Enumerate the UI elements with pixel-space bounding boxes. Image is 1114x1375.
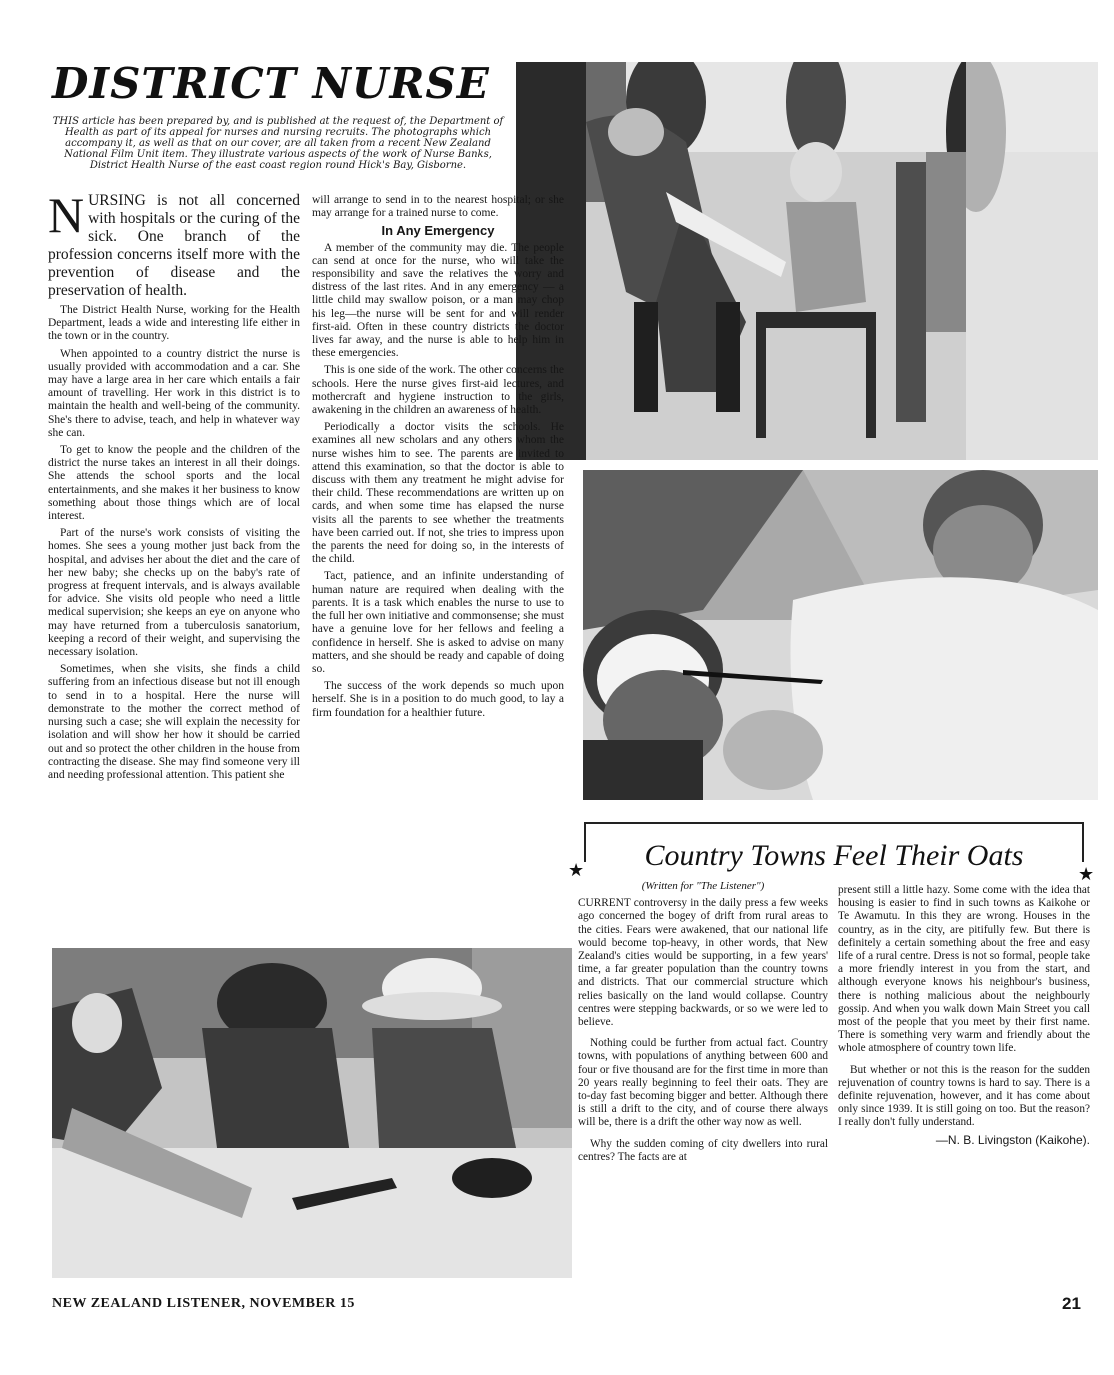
paragraph: Tact, patience, and an infinite understanding of human nature are required when dealing with the parents. It is a task which enables the nurse to use to the full her own initiative and commonsense; she must have a genuine love for her fellows and feeling a confidence in herself. She is asked to advise on many matters, and she should be ready and capable of doing so. xyxy=(312,570,564,675)
paragraph: will arrange to send in to the nearest hospital; or she may arrange for a trained nurse to come. xyxy=(312,194,564,220)
dropcap-letter: N xyxy=(48,187,85,243)
paragraph: Periodically a doctor visits the schools. He examines all new scholars and any others whom the nurse wishes him to see. The parents are invited to attend this examination, so that the doctor is able to discuss with them any treatment he might advise for their child. These recommendations are written up on cards, and when some time has elapsed the nurse visits all the parents to see whether the treatments have been carried out. If not, she tries to impress upon the parents the need for doing so, in the interests of the child. xyxy=(312,421,564,566)
page-title: DISTRICT NURSE xyxy=(52,59,490,108)
lead-text: URSING is not all concerned with hospitals or the curing of the sick. One branch of the profession concerns itself more with the prevention of disease and the preservation of health. xyxy=(48,192,300,299)
paragraph: The District Health Nurse, working for the Health Department, leads a wide and interesting life either in the town or in the country. xyxy=(48,304,300,343)
paragraph: A member of the community may die. The people can send at once for the nurse, who will take the responsibility and save the relatives the worry and distress of the last rites. And in any emergency — a little child may swallow poison, or a man may chop his leg—the nurse will be sent for and will render first-aid. Often in these country districts the doctor lives far away, and the nurse is able to help him in these emergencies. xyxy=(312,241,564,360)
paragraph: When appointed to a country district the nurse is usually provided with accommodation and a car. She may have a large area in her care which entails a fair amount of travelling. Her work in this district is to maintain the health and well-being of the community. She's there to advise, teach, and help in whatever way she can. xyxy=(48,347,300,439)
photo-nurse-examining-child xyxy=(516,62,1098,460)
nurse-article-column-2 xyxy=(312,194,564,724)
photo-nurse-examining-man xyxy=(583,470,1098,800)
paragraph: To get to know the people and the children of the district the nurse takes an interest in all their doings. She attends the school sports and the local entertainments, and she makes it her business to know something about those things which are of local interest. xyxy=(48,444,300,523)
star-ornament-right: ★ xyxy=(1078,864,1095,885)
country-article-column-2 xyxy=(838,884,1090,1151)
star-ornament-left: ★ xyxy=(568,860,585,881)
paragraph: Sometimes, when she visits, she finds a child suffering from an infectious disease but not ill enough to send in to a hospital. Here the nurse will demonstrate to the mother the correct method of nursing such a case; she will explain the necessity for isolation and will show her how it should be carried out and so protect the other children in the house from contracting the disease. She may find someone very ill and needing professional attention. This patient she xyxy=(48,663,300,781)
country-article-title: Country Towns Feel Their Oats xyxy=(644,839,1024,872)
paragraph: Part of the nurse's work consists of visiting the homes. She sees a young mother just back from the hospital, and advises her about the diet and the care of her new baby; she checks up on the baby's rate of progress at frequent intervals, and is always available for advice. She visits old people who need a little medical supervision; she keeps an eye on anyone who may have returned from a tuberculosis sanatorium, keeping a record of their weight, and supervising the necessary isolation. xyxy=(48,527,300,659)
section-heading: In Any Emergency xyxy=(381,223,495,239)
nurse-article-column-1 xyxy=(48,187,300,786)
paragraph: present still a little hazy. Some come with the idea that housing is easier to find in such towns as Kaikohe or Te Awamutu. In this they are wrong. Houses in the country, as in the city, are pitifully few. But there is definitely a certain something about the free and easy life of a rural centre. Dress is not so formal, people take a more friendly interest in you from the start, and although everyone knows his neighbour's business, there is nothing malicious about the neighbourly gossip. And when you walk down Main Street you call most of the people that you meet by their first name. There is something very warm and friendly about the whole atmosphere of country town life. xyxy=(838,884,1090,1055)
paragraph: CURRENT controversy in the daily press a few weeks ago concerned the bogey of drift from rural areas to the cities. Fears were awakened, that our national life would become top-heavy, in other words, that New Zealand's cities would be supporting, in a few years' time, a far greater population than the country towns and districts. That our commercial structure which relies basically on the land would collapse. Country centres were stepping backwards, or so we were led to believe. xyxy=(578,897,828,1029)
paragraph: But whether or not this is the reason for the sudden rejuvenation of country towns is hard to say. There is a definite rejuvenation, however, and it has come about only since 1939. It is still going on too. But the reason? I really don't fully understand. xyxy=(838,1063,1090,1129)
intro-note: THIS article has been prepared by, and is published at the request of, the Department of Health as part of its appeal for nurses and nursing recruits. The photographs which accompany it, as well as that on our cover, are all taken from a recent New Zealand National Film Unit item. They illustrate various aspects of the work of Nurse Banks, District Health Nurse of the east coast region round Hick's Bay, Gisborne. xyxy=(52,116,504,171)
paragraph: Nothing could be further from actual fact. Country towns, with populations of anything between 600 and four or five thousand are for the first time in more than 20 years really beginning to feel their oats. They are to-day fast becoming bigger and better. Although there is still a drift to the city, and of course there always will be, there is a drift the other way now as well. xyxy=(578,1037,828,1129)
country-article-column-1 xyxy=(578,880,828,1168)
author-signature: —N. B. Livingston (Kaikohe). xyxy=(935,1132,1090,1147)
page-number: 21 xyxy=(1062,1294,1081,1313)
paragraph: Why the sudden coming of city dwellers into rural centres? The facts are at xyxy=(578,1137,828,1163)
byline-note: (Written for "The Listener") xyxy=(641,880,765,892)
publication-footer: NEW ZEALAND LISTENER, NOVEMBER 15 xyxy=(52,1296,355,1311)
box-rule-top xyxy=(584,822,1084,824)
photo-child-foot-treatment xyxy=(52,948,572,1278)
paragraph: This is one side of the work. The other concerns the schools. Here the nurse gives first-aid lectures, and mothercraft and hygiene instruction to the girls, awakening in the children an awareness of health. xyxy=(312,364,564,417)
paragraph: The success of the work depends so much upon herself. She is in a position to do much good, to lay a firm foundation for a healthier future. xyxy=(312,680,564,719)
nurse-article-lead xyxy=(48,187,300,300)
